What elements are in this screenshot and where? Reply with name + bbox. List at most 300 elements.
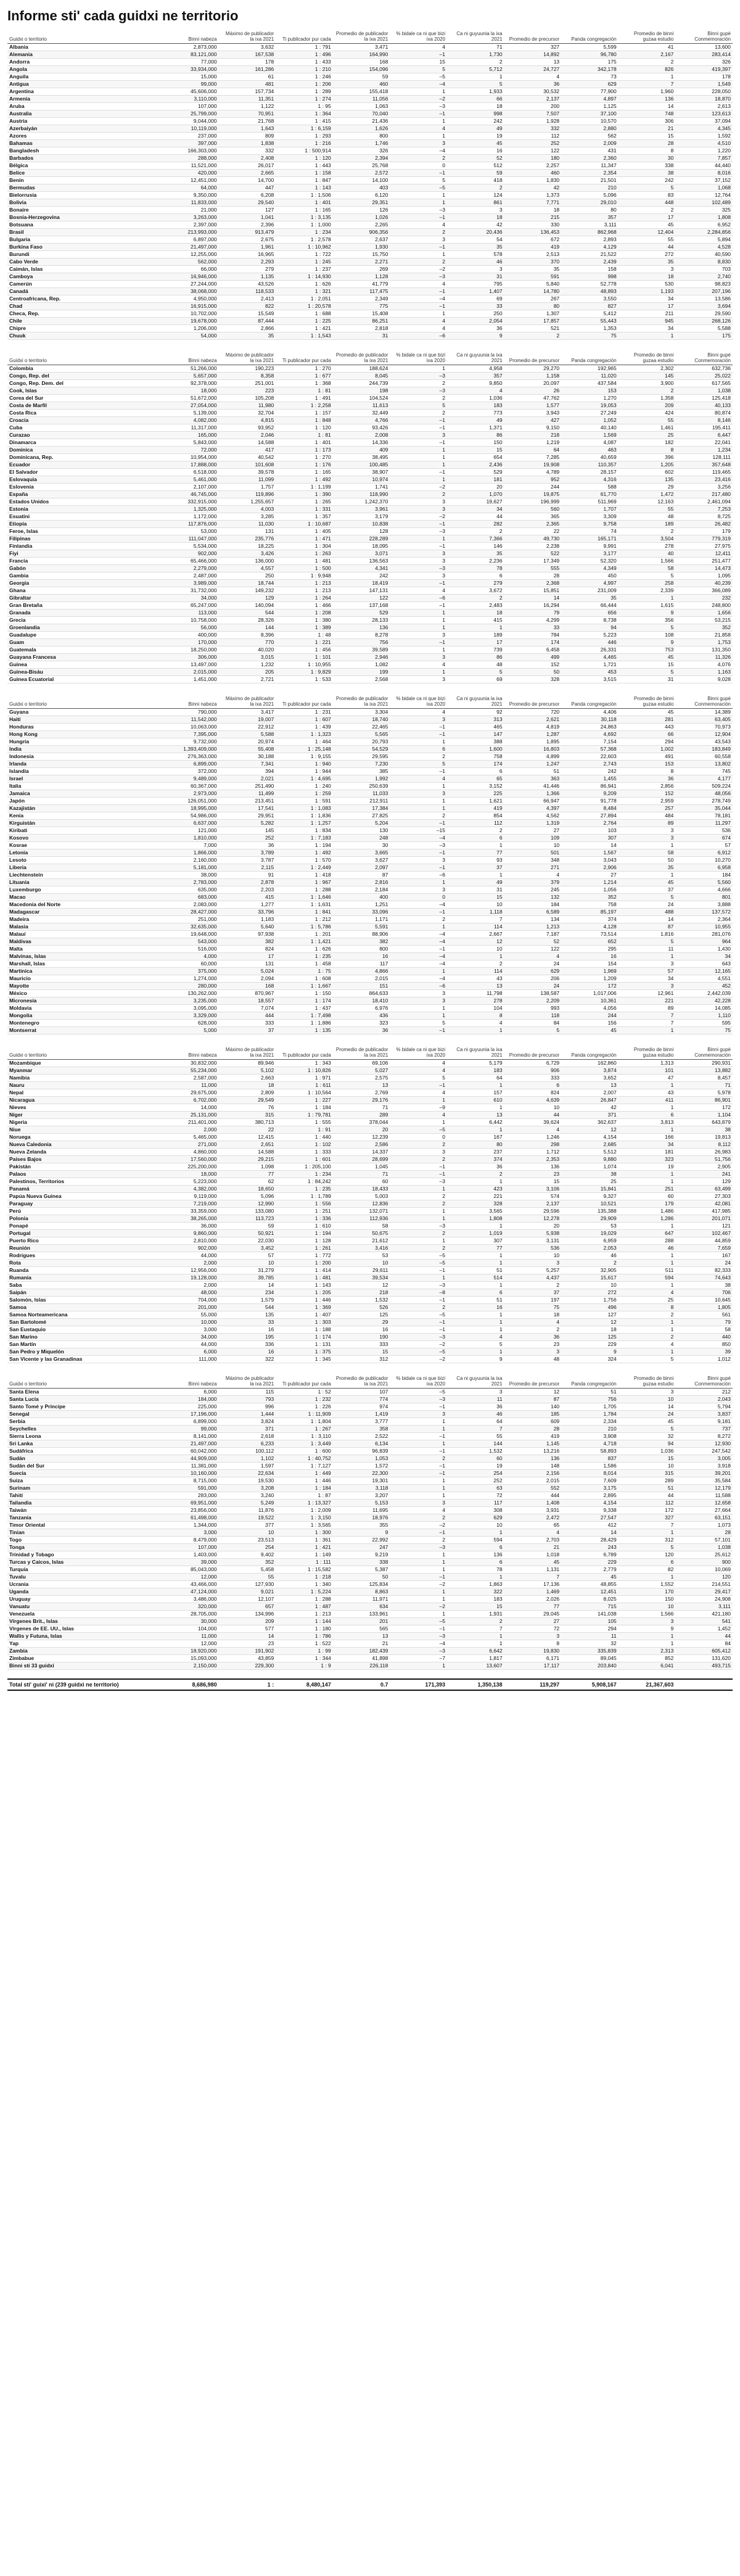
table-row (7, 1522, 733, 1529)
table-cell: 2 (447, 528, 504, 535)
table-cell: 3,095,000 (162, 1005, 219, 1012)
table-cell: 5,003 (333, 1193, 390, 1200)
table-cell: 1,419 (333, 1411, 390, 1418)
table-cell: 59 (333, 73, 390, 81)
table-cell: 57,101 (675, 1537, 733, 1544)
table-cell: –1 (390, 1470, 447, 1477)
table-cell: 29 (619, 484, 676, 491)
country-name: Montenegro (7, 1020, 162, 1027)
table-cell: 412 (561, 1522, 619, 1529)
table-cell: 2,783,000 (162, 879, 219, 886)
country-name: Centroafricana, Rep. (7, 295, 162, 303)
table-cell: 10 (504, 842, 562, 849)
table-cell: 1 : 533 (276, 676, 333, 683)
table-row (7, 1163, 733, 1171)
table-row (7, 953, 733, 960)
country-name: Nepal (7, 1089, 162, 1097)
table-cell: 37 (219, 1027, 276, 1034)
table-row (7, 288, 733, 295)
country-name: Timor Oriental (7, 1522, 162, 1529)
table-cell: 250 (219, 572, 276, 580)
table-cell: 1 : 235 (276, 1186, 333, 1193)
country-name: San Marino (7, 1334, 162, 1341)
column-header: Ca ni guyuunia la ixa 2021 (447, 1376, 504, 1389)
table-row (7, 580, 733, 587)
table-cell: 7 (447, 916, 504, 923)
table-cell: –1 (390, 864, 447, 872)
column-header: Ca ni guyuunia la ixa 2021 (447, 1047, 504, 1060)
table-cell: 1 : 1,083 (276, 805, 333, 812)
table-cell: 1 : 481 (276, 558, 333, 565)
table-cell: 357,648 (675, 461, 733, 469)
table-cell: 19,830 (504, 1648, 562, 1655)
table-cell: 12,961 (619, 990, 676, 997)
table-cell: 37,152 (675, 177, 733, 184)
table-cell: 1 (619, 1574, 676, 1581)
country-name: Namibia (7, 1075, 162, 1082)
table-cell: 1,586 (561, 1463, 619, 1470)
table-cell: 13,497,000 (162, 661, 219, 669)
table-cell: 257 (619, 805, 676, 812)
table-row (7, 521, 733, 528)
table-cell: 1 : 270 (276, 365, 333, 373)
table-cell: 1 : 144 (276, 1618, 333, 1625)
country-name: Níger (7, 1112, 162, 1119)
table-cell: 10 (219, 1260, 276, 1267)
table-cell: 140,094 (219, 602, 276, 609)
table-cell: 111,047,000 (162, 535, 219, 543)
table-cell: 1,353 (561, 325, 619, 332)
table-cell: 591,000 (162, 1485, 219, 1492)
table-cell: 1 : 6,159 (276, 125, 333, 133)
table-cell: 1 : 9,155 (276, 753, 333, 761)
table-cell: 31 (447, 886, 504, 894)
country-name: Congo, Rep. Dem. del (7, 380, 162, 387)
table-cell: 32,635,000 (162, 923, 219, 931)
country-name: Liechtenstein (7, 872, 162, 879)
table-cell: 9,219 (333, 1551, 390, 1559)
table-cell: 32 (561, 1640, 619, 1648)
table-row (7, 535, 733, 543)
country-name: Ghana (7, 587, 162, 595)
table-cell: 5 (390, 761, 447, 768)
table-cell: 13 (447, 1112, 504, 1119)
table-cell: 2,053 (561, 1245, 619, 1252)
table-row (7, 724, 733, 731)
table-cell: 72 (504, 1625, 562, 1633)
table-cell: 19 (447, 133, 504, 140)
table-cell: 1 : 270 (276, 454, 333, 461)
country-name: Grecia (7, 617, 162, 624)
column-header: % bidale ca ni que bizi ixa 2020 (390, 1047, 447, 1060)
table-cell: 758 (447, 753, 504, 761)
country-name: Puerto Rico (7, 1237, 162, 1245)
table-cell: 38,000 (162, 872, 219, 879)
table-row (7, 812, 733, 820)
table-cell: 753 (619, 646, 676, 654)
totals-value: 21,367,603 (646, 1682, 674, 1688)
table-cell: 45 (561, 1574, 619, 1581)
table-cell: 10,270 (675, 857, 733, 864)
table-cell: 3,665 (333, 849, 390, 857)
table-cell: –1 (390, 1529, 447, 1537)
table-cell: 46 (447, 258, 504, 266)
table-cell: 2,394 (333, 155, 390, 162)
table-cell: 7,771 (504, 199, 562, 207)
table-cell: 1 : 415 (276, 118, 333, 125)
country-name: Ecuador (7, 461, 162, 469)
table-cell: 38,495 (333, 454, 390, 461)
table-cell: 634 (333, 1603, 390, 1611)
table-cell: 24,863 (561, 724, 619, 731)
table-cell: 8 (619, 447, 676, 454)
table-cell: 5,591 (333, 923, 390, 931)
table-cell: 15 (447, 1603, 504, 1611)
table-cell: 1 : 3,150 (276, 1514, 333, 1522)
table-cell: 5,282 (219, 820, 276, 827)
table-cell: 1 (390, 609, 447, 617)
table-cell: 5,096 (561, 192, 619, 199)
table-cell: 1 : 1,543 (276, 332, 333, 340)
table-cell: 452 (675, 983, 733, 990)
table-row (7, 395, 733, 402)
table-cell: 5 (390, 1020, 447, 1027)
table-cell: 56,000 (162, 624, 219, 632)
table-cell: –8 (390, 1289, 447, 1297)
table-cell: 629 (447, 1514, 504, 1522)
table-cell: 1 (390, 1492, 447, 1500)
table-cell: 1 : 213 (276, 580, 333, 587)
table-row (7, 1448, 733, 1455)
table-cell: 109 (504, 835, 562, 842)
table-cell: 213,993,000 (162, 229, 219, 236)
table-cell: 12,278 (504, 1215, 562, 1223)
table-cell: –3 (390, 373, 447, 380)
table-cell: 6,637,000 (162, 820, 219, 827)
country-name: Guyana (7, 709, 162, 716)
column-header: Binni nabeza (162, 352, 219, 365)
country-name: Polonia (7, 1215, 162, 1223)
table-row (7, 1559, 733, 1566)
table-cell: 362,637 (561, 1119, 619, 1126)
table-cell: 657 (219, 1603, 276, 1611)
table-cell: 55,408 (219, 746, 276, 753)
table-cell: 131,350 (675, 646, 733, 654)
table-cell: 323 (619, 1156, 676, 1163)
table-cell: 1,930 (333, 244, 390, 251)
country-name: Cuba (7, 424, 162, 432)
table-row (7, 528, 733, 535)
table-cell: 118,533 (219, 288, 276, 295)
column-header: Binni gupé Conmemoración (675, 352, 733, 365)
table-row (7, 439, 733, 447)
table-cell: 26,847 (561, 1097, 619, 1104)
table-cell: 1,104 (675, 1112, 733, 1119)
table-cell: 1 (447, 1260, 504, 1267)
table-cell: 1,074 (561, 1163, 619, 1171)
table-cell: 36 (447, 1403, 504, 1411)
table-cell: 225,000 (162, 1403, 219, 1411)
table-cell: 4,789 (504, 469, 562, 476)
table-cell: 36 (219, 842, 276, 849)
table-cell: 10,000 (162, 1319, 219, 1326)
table-row (7, 931, 733, 938)
table-cell: 1,452 (675, 1625, 733, 1633)
table-cell: 14,892 (504, 51, 562, 59)
table-cell: 18,557 (219, 997, 276, 1005)
table-cell: 166,303,000 (162, 147, 219, 155)
table-cell: 6,789 (561, 1551, 619, 1559)
table-cell: 11,351 (219, 96, 276, 103)
table-cell: 46 (561, 1252, 619, 1260)
country-name: Zambia (7, 1648, 162, 1655)
table-cell: 371 (561, 1112, 619, 1119)
table-cell: 1 : 446 (276, 1477, 333, 1485)
table-cell: –6 (390, 595, 447, 602)
table-cell: 63,151 (675, 1514, 733, 1522)
table-cell: 117 (333, 960, 390, 968)
table-cell: 1 : 1,000 (276, 221, 333, 229)
table-cell: 2 (447, 1171, 504, 1178)
table-cell: 307 (561, 835, 619, 842)
table-cell: 4,177 (675, 775, 733, 783)
table-cell: 2,184 (333, 886, 390, 894)
table-cell: 1 : 491 (276, 395, 333, 402)
country-name: Nauru (7, 1082, 162, 1089)
table-cell: 2,156 (504, 1470, 562, 1477)
table-row (7, 1618, 733, 1625)
table-cell: 0 (390, 1134, 447, 1141)
table-cell: –3 (390, 565, 447, 572)
table-cell: 36 (504, 1334, 562, 1341)
table-cell: 1 : 456 (276, 646, 333, 654)
table-cell: 1,931 (447, 1611, 504, 1618)
table-cell: 99,000 (162, 1426, 219, 1433)
table-row (7, 81, 733, 88)
table-row (7, 1104, 733, 1112)
table-cell: 16 (447, 1304, 504, 1311)
table-cell: 115 (219, 1389, 276, 1396)
table-cell: 3 (390, 432, 447, 439)
table-row (7, 103, 733, 110)
table-cell: 12 (561, 1126, 619, 1134)
table-cell: 333 (504, 1075, 562, 1082)
table-cell: 2,353 (504, 1156, 562, 1163)
table-cell: 352 (561, 894, 619, 901)
table-cell: 248,800 (675, 602, 733, 609)
table-cell: 36 (504, 81, 562, 88)
table-cell: 13 (333, 1633, 390, 1640)
table-cell: 229 (561, 1341, 619, 1348)
table-cell: 2 (390, 155, 447, 162)
table-cell: 1,098 (219, 1163, 276, 1171)
table-cell: –1 (390, 170, 447, 177)
table-cell: 27,975 (675, 543, 733, 550)
table-cell: 1,816 (619, 931, 676, 938)
table-cell: 2,618 (219, 1433, 276, 1440)
table-cell: 443 (619, 724, 676, 731)
table-cell: –3 (390, 1396, 447, 1403)
table-cell: 1,125 (561, 103, 619, 110)
table-cell: 12,255,000 (162, 251, 219, 258)
table-cell: 555 (504, 565, 562, 572)
country-name: Jamaica (7, 790, 162, 798)
table-cell: 1 : 500,914 (276, 147, 333, 155)
table-cell: 1 (447, 1319, 504, 1326)
table-cell: 827 (561, 303, 619, 310)
table-cell: 2,094 (219, 975, 276, 983)
table-cell: 35,584 (675, 1477, 733, 1485)
country-name: Kosovo (7, 835, 162, 842)
table-cell: 4,341 (333, 565, 390, 572)
column-header: Ti publicador pur cada (276, 696, 333, 709)
table-cell: 1,969 (561, 968, 619, 975)
table-cell: 40,020 (219, 646, 276, 654)
table-row (7, 402, 733, 410)
table-cell: 2,816 (333, 879, 390, 886)
table-cell: 134 (504, 916, 562, 923)
table-cell: 1 : 79,781 (276, 1112, 333, 1119)
country-name: Guam (7, 639, 162, 646)
table-cell: –2 (390, 1603, 447, 1611)
table-cell: 1 : 446 (276, 1297, 333, 1304)
table-cell: 1,577 (504, 402, 562, 410)
table-cell: 7,219,000 (162, 1200, 219, 1208)
country-name: Vírgenes Brit., Islas (7, 1618, 162, 1625)
table-cell: 1,817 (447, 1655, 504, 1662)
table-cell: 1 : 722 (276, 251, 333, 258)
table-cell: 128,111 (675, 454, 733, 461)
table-cell: 29,549 (219, 1097, 276, 1104)
country-name: Bahamas (7, 140, 162, 147)
table-cell: 411 (619, 1097, 676, 1104)
table-cell: 1 (447, 842, 504, 849)
table-cell: 131 (219, 528, 276, 535)
country-name: Ruanda (7, 1267, 162, 1274)
table-cell: 1 (447, 1082, 504, 1089)
table-cell: 415 (447, 617, 504, 624)
table-cell: 29 (333, 1319, 390, 1326)
table-cell: 4,129 (561, 244, 619, 251)
table-row (7, 923, 733, 931)
table-cell: –3 (390, 528, 447, 535)
table-cell: 1 : 967 (276, 879, 333, 886)
table-cell: 720 (504, 709, 562, 716)
country-name: Martinica (7, 968, 162, 975)
table-cell: –4 (390, 901, 447, 909)
country-name: Vírgenes de EE. UU., Islas (7, 1625, 162, 1633)
table-cell: 23,416 (675, 476, 733, 484)
table-cell: –1 (390, 1082, 447, 1089)
table-cell: 127,930 (219, 1581, 276, 1588)
table-cell: 4 (447, 387, 504, 395)
table-cell: –2 (390, 96, 447, 103)
table-cell: 102,467 (675, 1230, 733, 1237)
table-cell: 132,071 (333, 1208, 390, 1215)
table-cell: 10 (447, 1522, 504, 1529)
table-cell: 1,193 (619, 288, 676, 295)
table-cell: 1 (390, 535, 447, 543)
table-cell: 1,569 (561, 432, 619, 439)
table-cell: 29,595 (333, 753, 390, 761)
table-cell: 79 (675, 1319, 733, 1326)
table-cell: 3,452 (219, 1245, 276, 1252)
table-cell: 14 (619, 916, 676, 923)
table-cell: 1 (390, 805, 447, 812)
table-row (7, 229, 733, 236)
table-cell: 8 (619, 768, 676, 775)
table-cell: 83,121,000 (162, 51, 219, 59)
table-cell: 3,263,000 (162, 214, 219, 221)
table-cell: 92,378,000 (162, 380, 219, 387)
country-name: Antigua (7, 81, 162, 88)
table-cell: 415 (219, 894, 276, 901)
column-header: Guidxi o territorio (7, 1376, 162, 1389)
table-cell: 8,738 (561, 617, 619, 624)
table-cell: 66 (619, 731, 676, 738)
table-cell: 5,139,000 (162, 410, 219, 417)
column-header: Guidxi o territorio (7, 31, 162, 44)
table-cell: 1 (619, 1282, 676, 1289)
table-cell: 41,446 (504, 783, 562, 790)
table-cell: 87 (619, 923, 676, 931)
country-table (7, 1047, 733, 1363)
table-cell: 3 (390, 498, 447, 506)
table-cell: 11,030 (219, 521, 276, 528)
table-cell: 1 : 131 (276, 1341, 333, 1348)
table-cell: 3,015 (219, 654, 276, 661)
table-cell: 3 (504, 1633, 562, 1640)
country-name: Reunión (7, 1245, 162, 1252)
table-cell: 511 (619, 1267, 676, 1274)
table-cell: 11,297 (675, 820, 733, 827)
table-cell: 11 (561, 1633, 619, 1640)
table-cell: 201,071 (675, 1215, 733, 1223)
table-cell: 5 (447, 669, 504, 676)
table-cell: 5 (447, 1341, 504, 1348)
table-cell: 315 (619, 1470, 676, 1477)
country-name: India (7, 746, 162, 753)
table-cell: 3,304 (333, 709, 390, 716)
table-cell: 1 : 303 (276, 1319, 333, 1326)
table-cell: 365 (504, 513, 562, 521)
table-cell: 1 : 333 (276, 1149, 333, 1156)
table-cell: 112 (504, 133, 562, 140)
table-cell: –1 (390, 303, 447, 310)
table-cell: 826 (619, 66, 676, 73)
table-cell: 4,860,000 (162, 1149, 219, 1156)
table-cell: 130 (333, 827, 390, 835)
table-row (7, 118, 733, 125)
column-header: Binni nabeza (162, 31, 219, 44)
country-name: Armenia (7, 96, 162, 103)
table-cell: 2,007 (561, 1089, 619, 1097)
table-cell: 544 (219, 609, 276, 617)
country-name: Barbados (7, 155, 162, 162)
table-cell: 1,393,409,000 (162, 746, 219, 753)
table-cell: 1 (390, 1237, 447, 1245)
table-cell: 164,990 (333, 51, 390, 59)
table-cell: 2 (390, 380, 447, 387)
table-cell: 49,730 (504, 535, 562, 543)
table-cell: 104,000 (162, 1625, 219, 1633)
table-cell: 18,225 (219, 543, 276, 550)
table-cell: 704,000 (162, 1297, 219, 1304)
table-row (7, 997, 733, 1005)
table-cell: 4,897 (561, 96, 619, 103)
table-row (7, 125, 733, 133)
country-name: Guinea Ecuatorial (7, 676, 162, 683)
